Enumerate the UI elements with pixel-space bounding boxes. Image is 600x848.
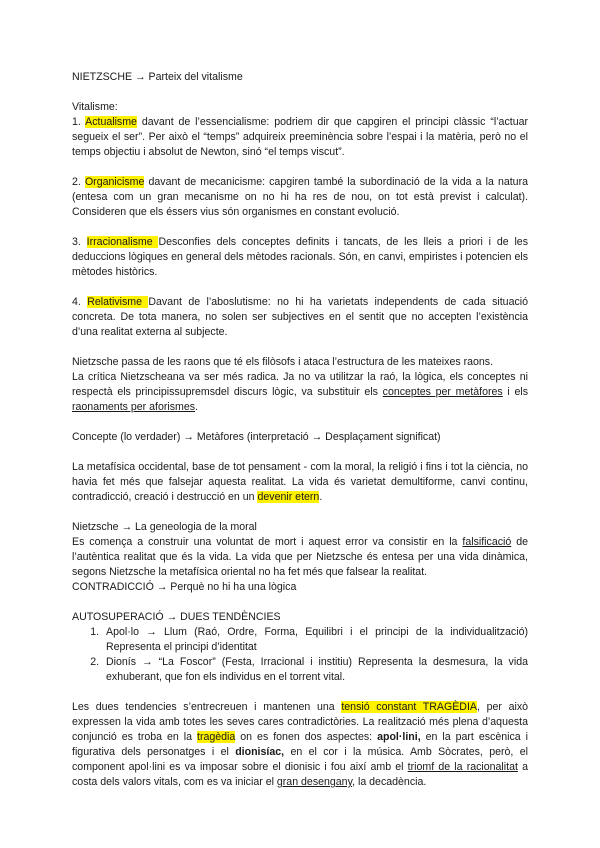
document-page: [72, 70, 528, 790]
highlight-devenir-etern: devenir etern: [257, 491, 320, 503]
contradiccio-line: CONTRADICCIÓ → Perquè no hi ha una lògica: [72, 581, 297, 593]
genealogia-heading: Nietzsche → La geneologia de la moral: [72, 521, 257, 533]
highlight-organicisme: Organicisme: [84, 176, 145, 188]
highlight-tensio: tensió constant TRAGÈDIA: [341, 701, 477, 713]
list-item: 2. Dionís → “La Foscor” (Festa, Irracional i institiu) Representa la desmesura, la vida exhuberant, que fon els individus en el torrent vital.: [102, 655, 528, 685]
highlight-tragedia: tragèdia: [197, 731, 236, 743]
bold-apollini: apol·lini,: [377, 731, 421, 743]
genealogia-paragraph: Es comença a construir una voluntat de mort i aquest error va consistir en la falsificació de l’autèntica realitat que és la vida. La vida que per Nietzsche és entesa per una vida dinàmica, segons Nietzsche la metafísica oriental no ha fet més que falsear la realitat.: [72, 536, 528, 578]
vitalisme-heading: Vitalisme:: [72, 101, 118, 113]
concepte-line: Concepte (lo verdader) → Metàfores (interpretació → Desplaçament significat): [72, 431, 441, 443]
bold-dionisiac: dionisíac,: [235, 746, 285, 758]
document-title: NIETZSCHE → Parteix del vitalisme: [72, 71, 243, 83]
tendencies-list: [72, 625, 528, 685]
underline-raonaments: raonaments per aforismes: [72, 401, 196, 413]
underline-triomf: triomf de la racionalitat: [407, 761, 518, 773]
vitalisme-item-1: 1. Actualisme davant de l’essencialisme: podriem dir que capgiren el principi clàssic “l’actuar segueix el ser”. Per això el “temps” adquireix preeminència sobre l’espai i la matèria, però no el temps objectiu i absolut de Newton, sinó “el temps viscut”.: [72, 116, 529, 158]
underline-desengany: gran desengany: [276, 776, 353, 788]
vitalisme-item-3: 3. Irracionalisme Desconfies dels conceptes definits i tancats, de les lleis a priori i de les deduccions lògiques en general dels mètodes racionals. Són, en canvi, empiristes i potencien els mètodes històrics.: [72, 236, 528, 278]
highlight-relativisme: Relativisme: [87, 296, 149, 308]
raons-line: Nietzsche passa de les raons que té els filòsofs i ataca l’estructura de les mateixes raons.: [72, 356, 494, 368]
critica-paragraph: La crítica Nietzscheana va ser més radica. Ja no va utilitzar la raó, la lògica, els conceptes ni respectà els principissupremsdel discurs lògic, va substituir els conceptes per metàfores i els raonaments per aforismes.: [72, 371, 528, 413]
list-item: 1. Apol·lo → Llum (Raó, Ordre, Forma, Equilibri i el principi de la individualització) Representa el principi d’identitat: [102, 625, 528, 655]
underline-conceptes: conceptes per metàfores: [382, 386, 503, 398]
metafisica-paragraph: La metafísica occidental, base de tot pensament - com la moral, la religió i fins i tot la ciència, no havia fet més que falsejar aquesta realitat. La vida és varietat demultiforme, canvi continu, contradicció, creació i destrucció en un devenir etern.: [72, 461, 528, 503]
highlight-irracionalisme: Irracionalisme: [86, 236, 159, 248]
underline-falsificacio: falsificació: [462, 536, 512, 548]
vitalisme-item-4: 4. Relativisme Davant de l’aboslutisme: no hi ha varietats independents de cada situació concreta. De tota manera, no solen ser subjectives en el sentit que no accepten l’existència d’una realitat externa al subjecte.: [72, 296, 528, 338]
vitalisme-item-2: 2. Organicisme davant de mecanicisme: capgiren també la subordinació de la vida a la natura (entesa com un gran mecanisme on no hi ha res de nou, on tot està previst i calculat). Consideren que els éssers vius són organismes en constant evolució.: [72, 176, 528, 218]
final-paragraph: Les dues tendencies s’entrecreuen i mantenen una tensió constant TRAGÈDIA, per això expressen la vida amb totes les seves cares contradictòries. La realització més plena d’aquesta conjunció es troba en la tragèdia on es fonen dos aspectes: apol·lini, en la part escènica i figurativa dels personatges i el dionisíac, en el cor i la música. Amb Sòcrates, però, el component apol·lini es va imposar sobre el dionisic i fou així amb el triomf de la racionalitat a costa dels valors vitals, com es va iniciar el gran desengany, la decadència.: [72, 701, 529, 788]
autosuperacio-heading: AUTOSUPERACIÓ → DUES TENDÈNCIES: [72, 611, 281, 623]
highlight-actualisme: Actualisme: [85, 116, 137, 128]
